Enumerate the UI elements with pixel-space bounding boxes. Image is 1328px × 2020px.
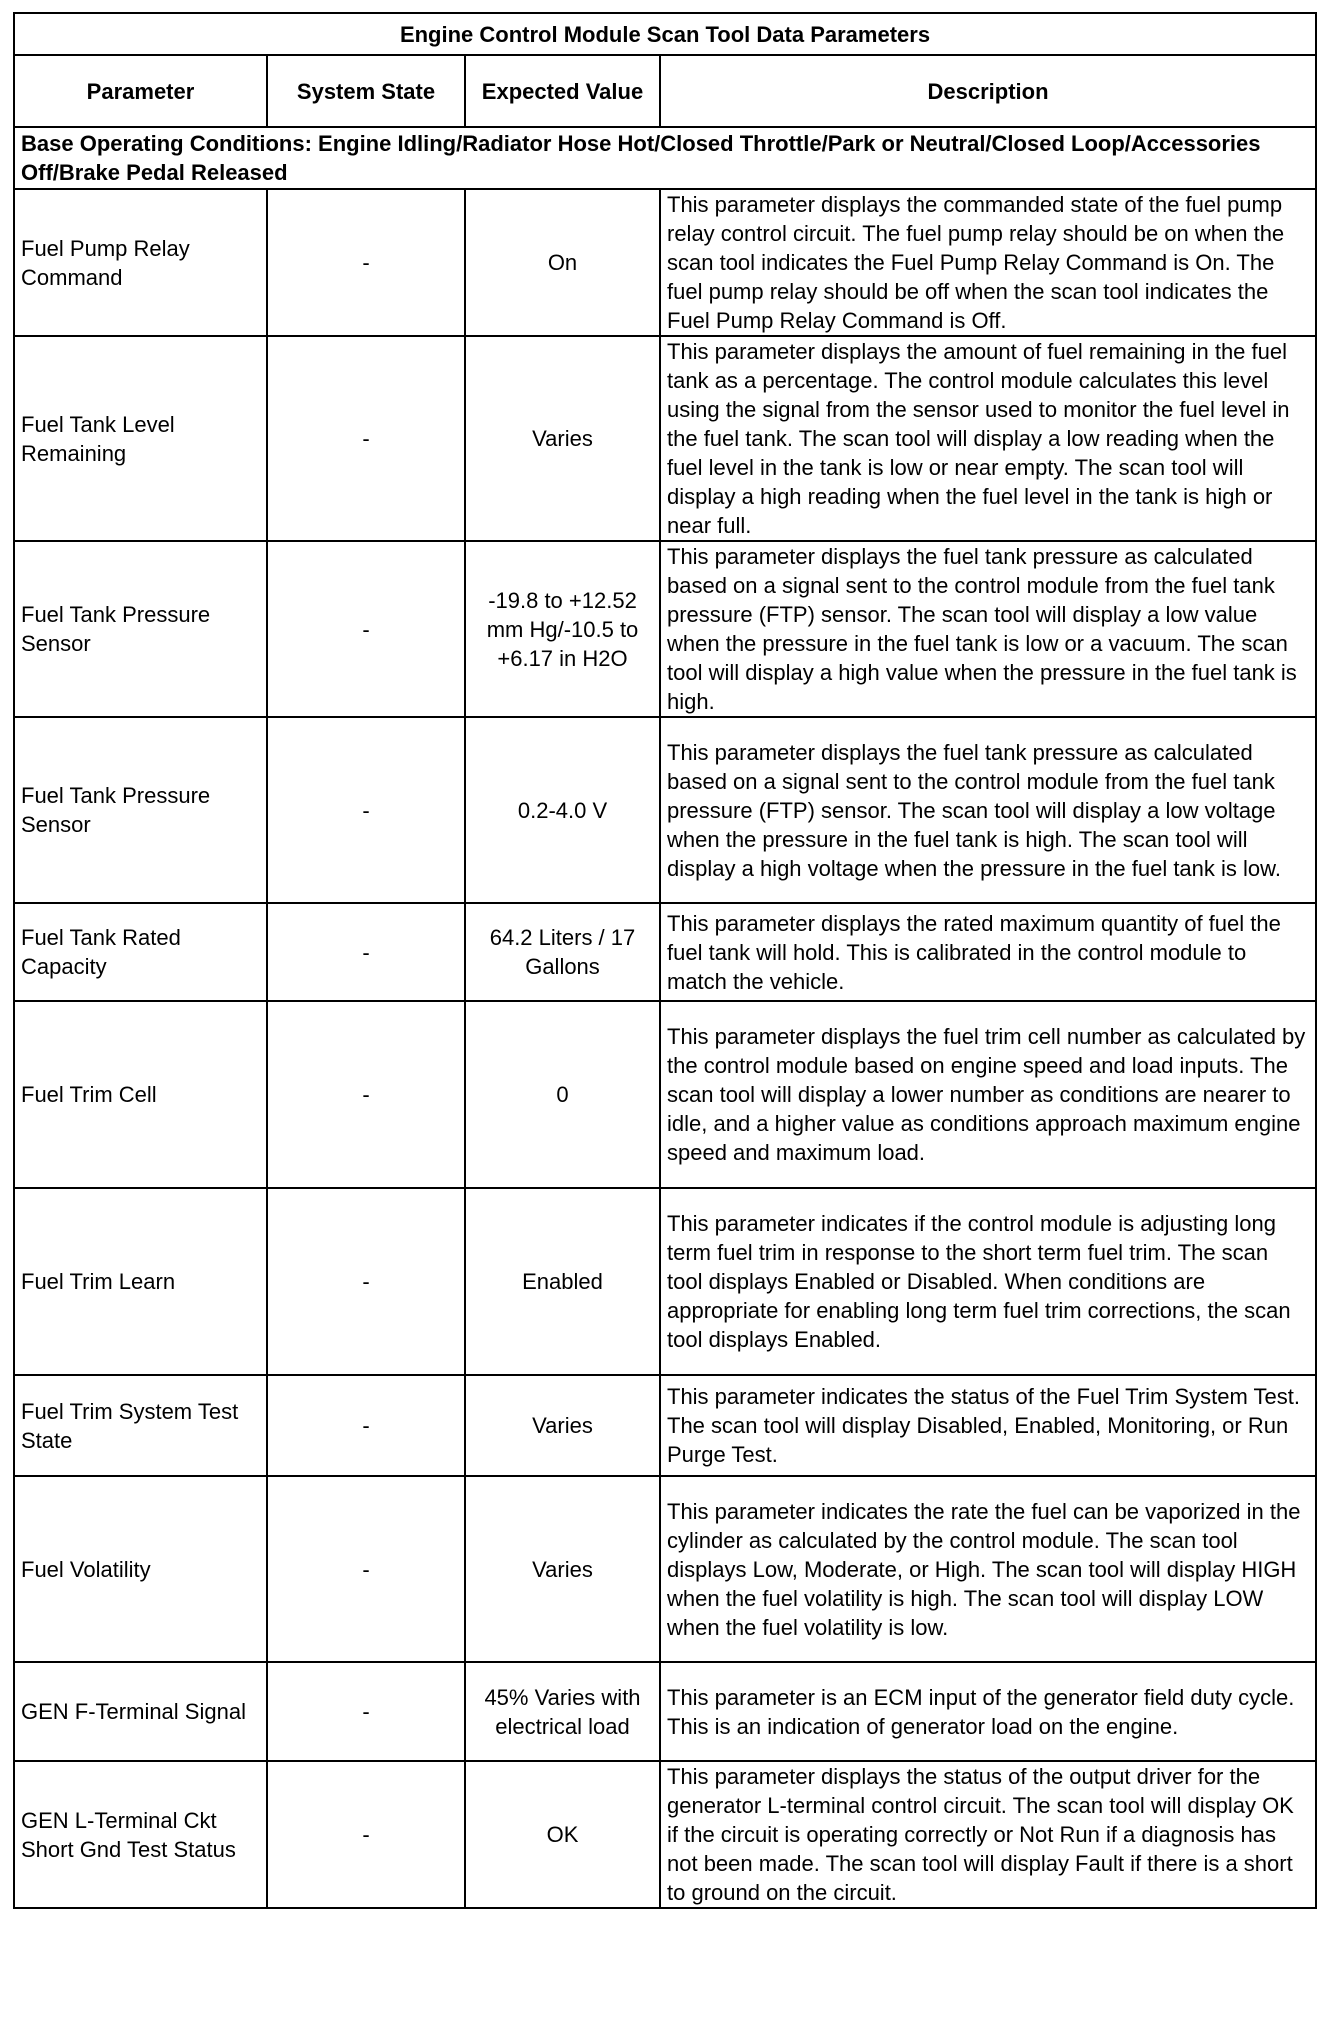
- system-state-cell: -: [267, 903, 465, 1001]
- table-row: [14, 1188, 1316, 1375]
- description-cell: This parameter displays the commanded state of the fuel pump relay control circuit. The fuel pump relay should be on when the scan tool indicates the Fuel Pump Relay Command is On. The fuel pump relay should be off when the scan tool indicates the Fuel Pump Relay Command is Off.: [660, 189, 1316, 336]
- expected-value-cell: 0: [465, 1001, 660, 1188]
- system-state-cell: -: [267, 1476, 465, 1662]
- expected-value-cell: OK: [465, 1761, 660, 1908]
- table-row: [14, 1476, 1316, 1662]
- header-row: [14, 55, 1316, 127]
- system-state-cell: -: [267, 1001, 465, 1188]
- system-state-cell: -: [267, 1188, 465, 1375]
- description-cell: This parameter displays the fuel tank pressure as calculated based on a signal sent to the control module from the fuel tank pressure (FTP) sensor. The scan tool will display a low value when the pressure in the fuel tank is low or a vacuum. The scan tool will display a high value when the pressure in the fuel tank is high.: [660, 541, 1316, 717]
- system-state-cell: -: [267, 1662, 465, 1761]
- parameter-cell: Fuel Tank Pressure Sensor: [14, 541, 267, 717]
- description-cell: This parameter indicates if the control module is adjusting long term fuel trim in response to the short term fuel trim. The scan tool displays Enabled or Disabled. When conditions are appropriate for enabling long term fuel trim corrections, the scan tool displays Enabled.: [660, 1188, 1316, 1375]
- table-row: [14, 1375, 1316, 1476]
- system-state-cell: -: [267, 336, 465, 541]
- expected-value-cell: Varies: [465, 336, 660, 541]
- expected-value-cell: 45% Varies with electrical load: [465, 1662, 660, 1761]
- description-cell: This parameter indicates the status of the Fuel Trim System Test. The scan tool will display Disabled, Enabled, Monitoring, or Run Purge Test.: [660, 1375, 1316, 1476]
- parameter-cell: Fuel Trim Cell: [14, 1001, 267, 1188]
- table-row: [14, 189, 1316, 336]
- parameter-cell: GEN F-Terminal Signal: [14, 1662, 267, 1761]
- system-state-cell: -: [267, 717, 465, 903]
- description-cell: This parameter displays the amount of fuel remaining in the fuel tank as a percentage. The control module calculates this level using the signal from the sensor used to monitor the fuel level in the fuel tank. The scan tool will display a low reading when the fuel level in the tank is low or near empty. The scan tool will display a high reading when the fuel level in the tank is high or near full.: [660, 336, 1316, 541]
- description-cell: This parameter displays the status of the output driver for the generator L-terminal control circuit. The scan tool will display OK if the circuit is operating correctly or Not Run if a diagnosis has not been made. The scan tool will display Fault if there is a short to ground on the circuit.: [660, 1761, 1316, 1908]
- description-cell: This parameter displays the fuel trim cell number as calculated by the control module based on engine speed and load inputs. The scan tool will display a lower number as conditions are nearer to idle, and a higher value as conditions approach maximum engine speed and maximum load.: [660, 1001, 1316, 1188]
- expected-value-cell: 0.2-4.0 V: [465, 717, 660, 903]
- description-cell: This parameter displays the fuel tank pressure as calculated based on a signal sent to the control module from the fuel tank pressure (FTP) sensor. The scan tool will display a low voltage when the pressure in the fuel tank is high. The scan tool will display a high voltage when the pressure in the fuel tank is low.: [660, 717, 1316, 903]
- column-header-description: Description: [660, 55, 1316, 127]
- column-header-expected-value: Expected Value: [465, 55, 660, 127]
- description-cell: This parameter is an ECM input of the generator field duty cycle. This is an indication of generator load on the engine.: [660, 1662, 1316, 1761]
- title-row: [14, 13, 1316, 55]
- parameter-cell: Fuel Tank Rated Capacity: [14, 903, 267, 1001]
- table-row: [14, 541, 1316, 717]
- expected-value-cell: Varies: [465, 1375, 660, 1476]
- table-row: [14, 336, 1316, 541]
- description-cell: This parameter displays the rated maximum quantity of fuel the fuel tank will hold. This is calibrated in the control module to match the vehicle.: [660, 903, 1316, 1001]
- expected-value-cell: -19.8 to +12.52 mm Hg/-10.5 to +6.17 in H2O: [465, 541, 660, 717]
- parameter-cell: Fuel Trim Learn: [14, 1188, 267, 1375]
- table-title: Engine Control Module Scan Tool Data Parameters: [14, 13, 1316, 55]
- table-row: [14, 1001, 1316, 1188]
- base-conditions-row: [14, 127, 1316, 189]
- table-body: [14, 13, 1316, 1908]
- column-header-parameter: Parameter: [14, 55, 267, 127]
- parameter-cell: GEN L-Terminal Ckt Short Gnd Test Status: [14, 1761, 267, 1908]
- system-state-cell: -: [267, 1375, 465, 1476]
- scan-tool-data-table: [13, 12, 1317, 1909]
- system-state-cell: -: [267, 189, 465, 336]
- table-row: [14, 717, 1316, 903]
- parameter-cell: Fuel Trim System Test State: [14, 1375, 267, 1476]
- parameter-cell: Fuel Volatility: [14, 1476, 267, 1662]
- system-state-cell: -: [267, 1761, 465, 1908]
- expected-value-cell: Enabled: [465, 1188, 660, 1375]
- table-row: [14, 1761, 1316, 1908]
- expected-value-cell: 64.2 Liters / 17 Gallons: [465, 903, 660, 1001]
- expected-value-cell: Varies: [465, 1476, 660, 1662]
- parameter-cell: Fuel Tank Level Remaining: [14, 336, 267, 541]
- table-row: [14, 903, 1316, 1001]
- base-conditions: Base Operating Conditions: Engine Idling/Radiator Hose Hot/Closed Throttle/Park or Neutral/Closed Loop/Accessories Off/Brake Pedal Released: [14, 127, 1316, 189]
- table-row: [14, 1662, 1316, 1761]
- system-state-cell: -: [267, 541, 465, 717]
- description-cell: This parameter indicates the rate the fuel can be vaporized in the cylinder as calculated by the control module. The scan tool displays Low, Moderate, or High. The scan tool will display HIGH when the fuel volatility is high. The scan tool will display LOW when the fuel volatility is low.: [660, 1476, 1316, 1662]
- parameter-cell: Fuel Pump Relay Command: [14, 189, 267, 336]
- expected-value-cell: On: [465, 189, 660, 336]
- column-header-system-state: System State: [267, 55, 465, 127]
- parameter-cell: Fuel Tank Pressure Sensor: [14, 717, 267, 903]
